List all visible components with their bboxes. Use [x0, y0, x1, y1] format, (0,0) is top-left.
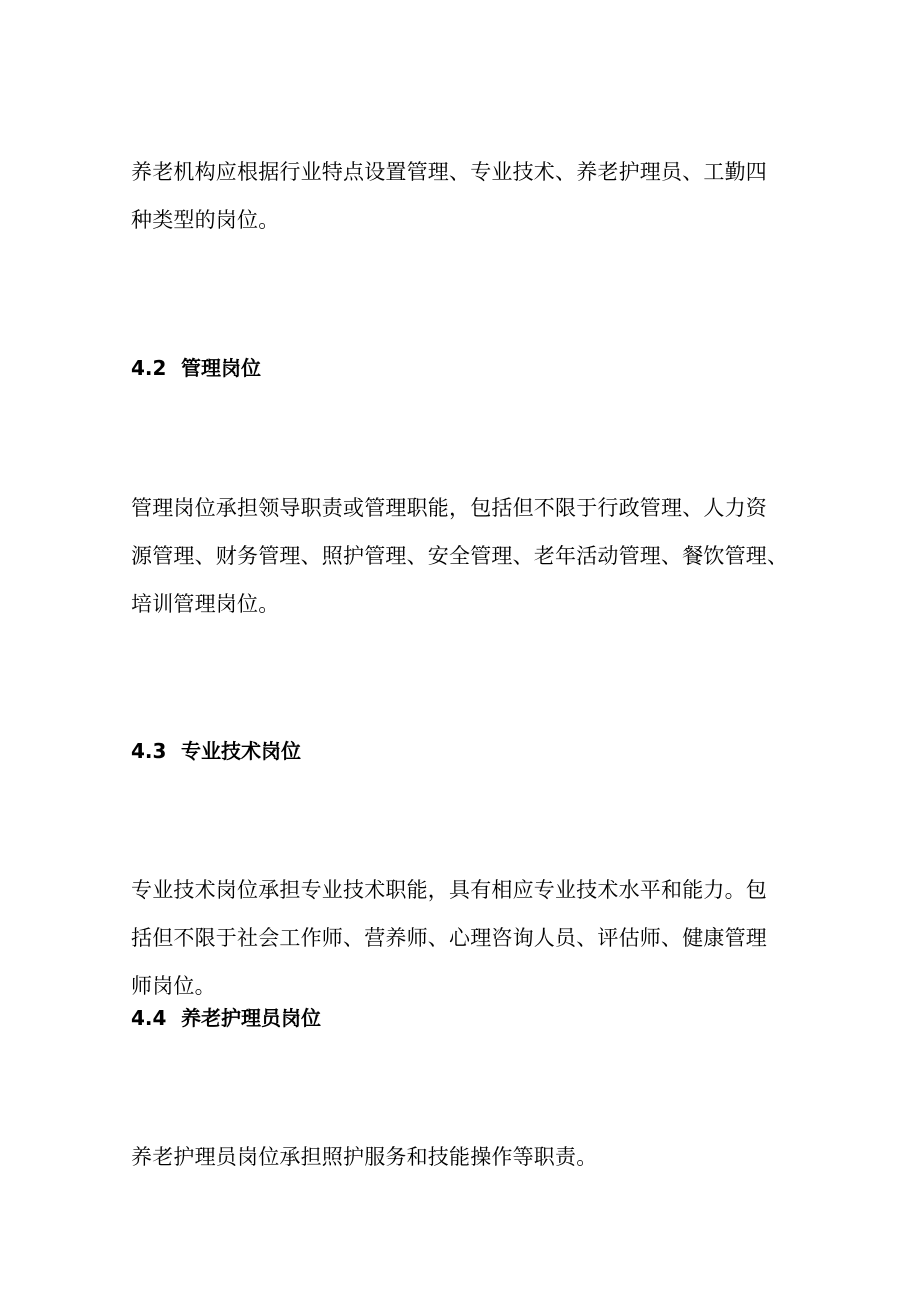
paragraph-line: 种类型的岗位。 [131, 208, 280, 232]
section-number: 4.3 [131, 739, 167, 763]
intro-paragraph [131, 148, 767, 244]
paragraph-line: 括但不限于社会工作师、营养师、心理咨询人员、评估师、健康管理 [131, 926, 767, 950]
section-title: 养老护理员岗位 [181, 1006, 321, 1030]
section-4-2-paragraph [131, 484, 788, 628]
section-heading-4-3 [131, 737, 301, 765]
paragraph-line: 培训管理岗位。 [131, 592, 280, 616]
paragraph-line: 源管理、财务管理、照护管理、安全管理、老年活动管理、餐饮管理、 [131, 544, 789, 568]
paragraph-line: 师岗位。 [131, 974, 216, 998]
section-number: 4.2 [131, 356, 167, 380]
section-heading-4-4 [131, 1004, 321, 1032]
paragraph-line: 专业技术岗位承担专业技术职能，具有相应专业技术水平和能力。包 [131, 878, 767, 902]
section-title: 管理岗位 [181, 356, 261, 380]
section-4-4-paragraph [131, 1133, 597, 1181]
paragraph-line: 管理岗位承担领导职责或管理职能，包括但不限于行政管理、人力资 [131, 496, 767, 520]
paragraph-line: 养老护理员岗位承担照护服务和技能操作等职责。 [131, 1145, 598, 1169]
paragraph-line: 养老机构应根据行业特点设置管理、专业技术、养老护理员、工勤四 [131, 160, 767, 184]
section-title: 专业技术岗位 [181, 739, 301, 763]
section-4-3-paragraph [131, 866, 767, 1010]
section-number: 4.4 [131, 1006, 167, 1030]
section-heading-4-2 [131, 354, 261, 382]
